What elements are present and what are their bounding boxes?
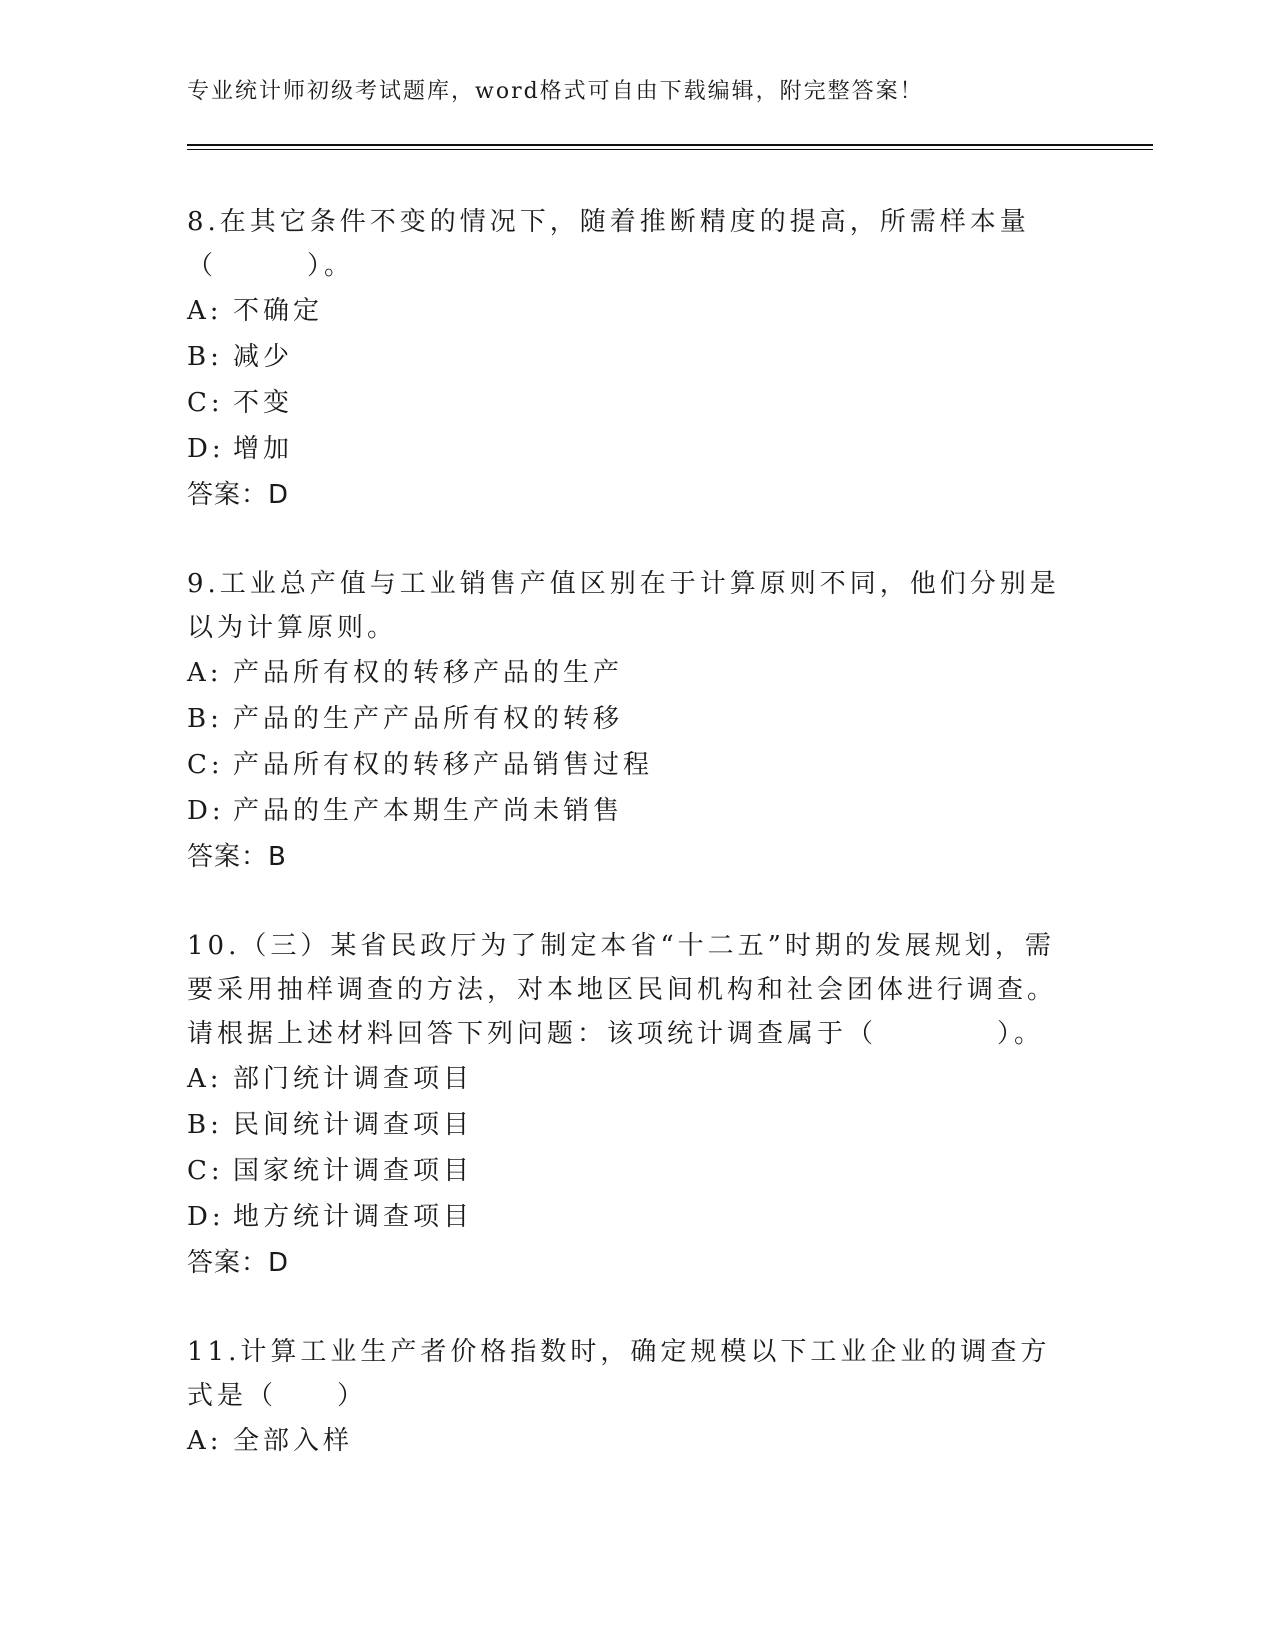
option-text: 国家统计调查项目 — [233, 1156, 474, 1186]
option-letter: A: — [187, 1064, 223, 1094]
option-letter: C: — [187, 750, 224, 780]
option-c — [187, 380, 1067, 426]
option-letter: D: — [187, 1202, 225, 1232]
option-d — [187, 426, 1067, 472]
option-letter: D: — [187, 796, 225, 826]
option-letter: A: — [187, 658, 223, 688]
option-letter: A: — [187, 1426, 223, 1456]
question-10 — [187, 924, 1067, 1286]
option-letter: B: — [187, 342, 223, 372]
option-b — [187, 696, 1067, 742]
header-divider — [187, 144, 1153, 150]
question-text: 9.工业总产值与工业销售产值区别在于计算原则不同，他们分别是以为计算原则。 — [187, 569, 1060, 643]
option-text: 减少 — [233, 342, 294, 372]
option-text: 产品所有权的转移产品的生产 — [233, 658, 624, 688]
option-text: 产品所有权的转移产品销售过程 — [233, 750, 654, 780]
question-text: 11.计算工业生产者价格指数时，确定规模以下工业企业的调查方式是（ ） — [187, 1337, 1051, 1411]
option-text: 民间统计调查项目 — [233, 1110, 474, 1140]
option-text: 不变 — [233, 388, 294, 418]
option-letter: C: — [187, 388, 224, 418]
option-text: 产品的生产产品所有权的转移 — [233, 704, 624, 734]
option-letter: A: — [187, 296, 223, 326]
option-text: 产品的生产本期生产尚未销售 — [233, 796, 624, 826]
option-letter: D: — [187, 434, 225, 464]
option-text: 部门统计调查项目 — [233, 1064, 474, 1094]
option-b — [187, 1102, 1067, 1148]
option-c — [187, 1148, 1067, 1194]
answer-label: 答案：D — [187, 1248, 290, 1278]
option-letter: C: — [187, 1156, 224, 1186]
option-a — [187, 288, 1067, 334]
option-b — [187, 334, 1067, 380]
option-letter: B: — [187, 1110, 223, 1140]
option-c — [187, 742, 1067, 788]
question-text: 8.在其它条件不变的情况下，随着推断精度的提高，所需样本量（ ）。 — [187, 207, 1030, 281]
answer-label: 答案：B — [187, 842, 287, 872]
question-text: 10.（三）某省民政厅为了制定本省“十二五”时期的发展规划，需要采用抽样调查的方法，对本地区民间机构和社会团体进行调查。请根据上述材料回答下列问题：该项统计调查属于（ ）。 — [187, 931, 1058, 1049]
option-d — [187, 788, 1067, 834]
question-8 — [187, 200, 1067, 518]
answer-label: 答案：D — [187, 480, 290, 510]
option-letter: B: — [187, 704, 223, 734]
question-list — [187, 200, 1067, 1508]
option-text: 增加 — [233, 434, 294, 464]
question-11 — [187, 1330, 1067, 1464]
option-d — [187, 1194, 1067, 1240]
document-header: 专业统计师初级考试题库，word格式可自由下载编辑，附完整答案！ — [187, 79, 924, 104]
option-a — [187, 1418, 1067, 1464]
option-text: 不确定 — [233, 296, 324, 326]
option-a — [187, 1056, 1067, 1102]
option-a — [187, 650, 1067, 696]
option-text: 全部入样 — [233, 1426, 354, 1456]
option-text: 地方统计调查项目 — [233, 1202, 474, 1232]
question-9 — [187, 562, 1067, 880]
